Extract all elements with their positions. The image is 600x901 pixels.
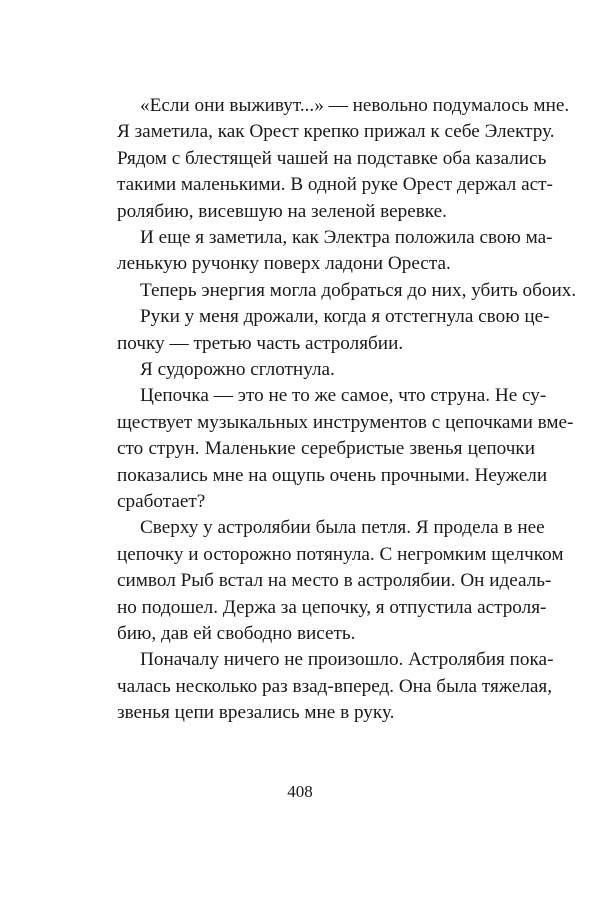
text-line: Я заметила, как Орест крепко прижал к себе Электру. xyxy=(117,121,555,143)
text-line: такими маленькими. В одной руке Орест держал аст- xyxy=(117,174,553,196)
text-line: И еще я заметила, как Электра положила свою ма- xyxy=(140,227,553,248)
text-line: «Если они выживут...» — невольно подумалось мне. xyxy=(140,95,570,116)
text-line: Рядом с блестящей чашей на подставке оба казались xyxy=(117,147,547,169)
text-line: Поначалу ничего не произошло. Астролябия пока- xyxy=(140,649,554,671)
text-line: почку — третью часть астролябии. xyxy=(117,332,404,354)
text-line: Руки у меня дрожали, когда я отстегнула свою це- xyxy=(140,306,550,328)
text-line: Я судорожно сглотнула. xyxy=(140,359,335,380)
text-line: сто струн. Маленькие серебристые звенья цепочки xyxy=(117,438,535,460)
text-line: ролябию, висевшую на зеленой веревке. xyxy=(117,200,447,222)
text-line: но подошел. Держа за цепочку, я отпустила астроля- xyxy=(117,596,547,618)
page-number: 408 xyxy=(287,782,313,801)
text-line: ществует музыкальных инструментов с цепочками вме- xyxy=(117,411,574,433)
text-line: ленькую ручонку поверх ладони Ореста. xyxy=(117,253,451,275)
text-line: символ Рыб встал на место в астролябии. Он идеаль- xyxy=(117,570,552,592)
text-line: сработает? xyxy=(117,491,206,512)
text-line: чалась несколько раз взад-вперед. Она была тяжелая, xyxy=(117,675,553,697)
text-line: показались мне на ощупь очень прочными. Неужели xyxy=(117,464,548,486)
text-line: цепочку и осторожно потянула. С негромким щелчком xyxy=(117,543,564,565)
text-line: Сверху у астролябии была петля. Я продела в нее xyxy=(140,517,545,539)
text-line: звенья цепи врезались мне в руку. xyxy=(117,702,395,724)
text-line: Теперь энергия могла добраться до них, убить обоих. xyxy=(140,279,577,301)
text-line: Цепочка — это не то же самое, что струна. Не су- xyxy=(140,385,547,407)
text-line: бию, дав ей свободно висеть. xyxy=(117,623,356,644)
